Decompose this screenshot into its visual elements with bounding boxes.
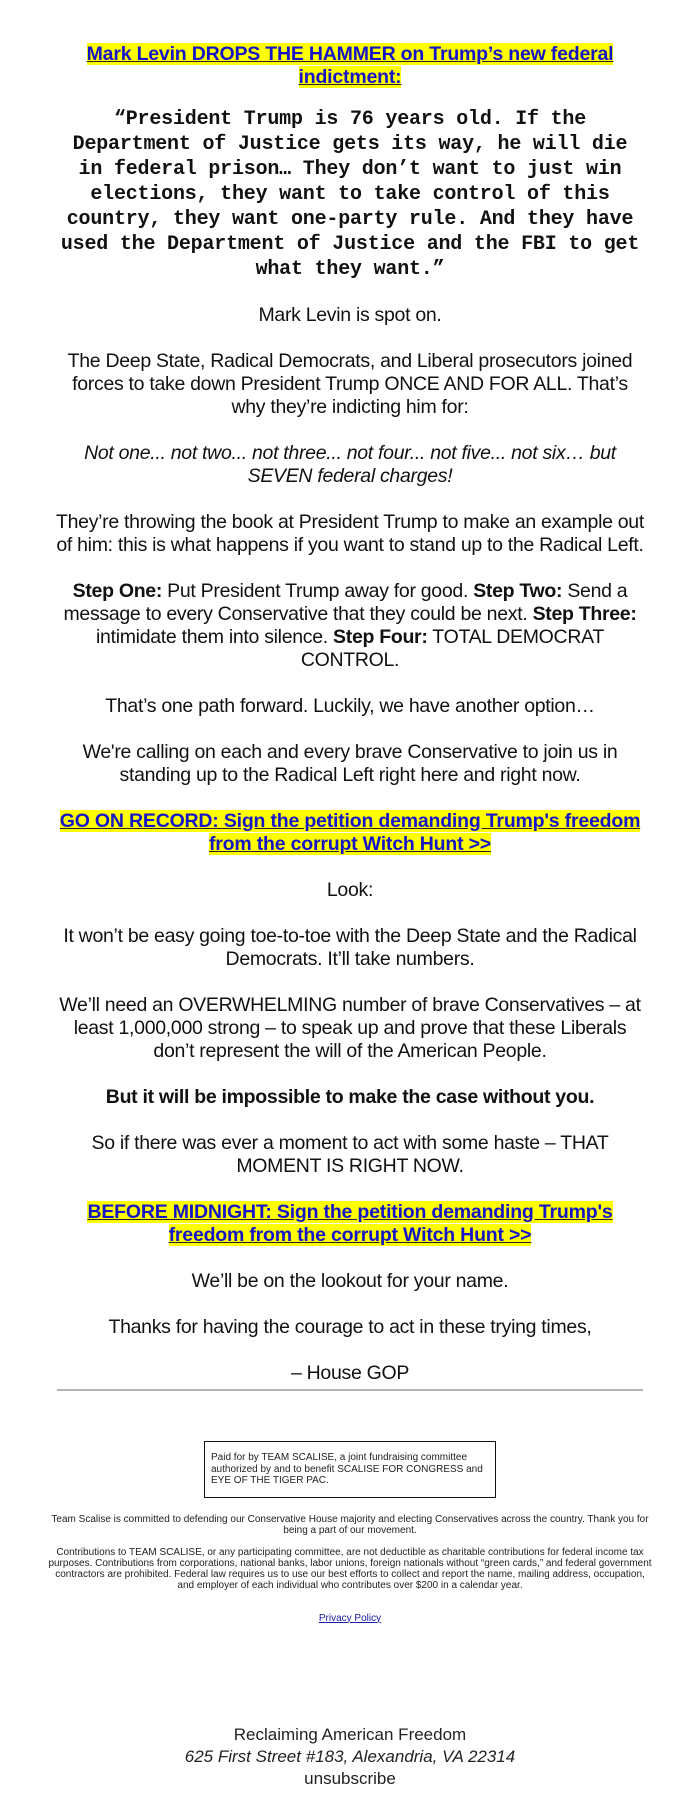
paragraph-overwhelming: We’ll need an OVERWHELMING number of brave Conservatives – at least 1,000,000 strong – to speak up and prove that these Liberals don’t represent the will of the American People. [59,994,641,1062]
privacy-section [0,1613,700,1624]
mission-text: Team Scalise is committed to defending our Conservative House majority and electing Conservatives across the country. Thank you for being a part of our movement. [51,1513,649,1536]
paragraph-steps [55,580,645,672]
step-three-text: intimidate them into silence. [96,626,334,648]
signature: – House GOP [290,1362,410,1384]
paragraph-throwing-book: They’re throwing the book at President Trump to make an example out of him: this is what happens if you want to stand up to the Radical Left. [56,511,644,556]
street-address: 625 First Street #183, Alexandria, VA 22314 [184,1746,516,1766]
step-one-label: Step One: [72,580,163,602]
paragraph-impossible [55,1086,645,1109]
paid-for-text: Paid for by TEAM SCALISE, a joint fundraising committee authorized by and to benefit SCALISE FOR CONGRESS and EYE OF THE TIGER PAC. [211,1452,483,1486]
step-one-text: Put President Trump away for good. [162,580,474,602]
email-body [55,0,645,1385]
cta-go-on-record [55,810,645,856]
paragraph-spot-on: Mark Levin is spot on. [258,304,442,326]
mailing-address-block [0,1724,700,1790]
petition-link-before-midnight[interactable]: BEFORE MIDNIGHT: Sign the petition demanding Trump's freedom from the corrupt Witch Hunt >> [87,1201,613,1246]
unsubscribe-link[interactable]: unsubscribe [304,1768,396,1788]
headline-link[interactable]: Mark Levin DROPS THE HAMMER on Trump’s new federal indictment: [86,43,614,88]
fine-print [47,1514,653,1591]
paragraph-calling-on: We're calling on each and every brave Conservative to join us in standing up to the Radical Left right here and right now. [82,741,618,786]
step-two-label: Step Two: [473,580,563,602]
paragraph-another-option: That’s one path forward. Luckily, we have another option… [105,695,595,717]
petition-link-go-on-record[interactable]: GO ON RECORD: Sign the petition demanding Trump's freedom from the corrupt Witch Hunt >> [59,810,641,855]
divider [57,1389,643,1391]
step-four-text: TOTAL DEMOCRAT CONTROL. [300,626,604,671]
cta-before-midnight [55,1201,645,1247]
paid-for-disclaimer-box [204,1441,496,1498]
step-three-label: Step Three: [532,603,637,625]
paragraph-lookout: We’ll be on the lookout for your name. [191,1270,509,1292]
impossible-bold-text: But it will be impossible to make the case without you. [105,1086,595,1108]
privacy-policy-link[interactable]: Privacy Policy [318,1612,382,1624]
org-name: Reclaiming American Freedom [233,1724,467,1744]
paragraph-deep-state: The Deep State, Radical Democrats, and Liberal prosecutors joined forces to take down President Trump ONCE AND FOR ALL. That’s why they’re indicting him for: [67,350,633,418]
contribution-disclaimer: Contributions to TEAM SCALISE, or any participating committee, are not deductible as charitable contributions for federal income tax purposes. Contributions from corporations, national banks, labor unions, foreign nationals without “green cards,” and federal government contractors are prohibited. Federal law requires us to use our best efforts to collect and report the name, mailing address, occupation, and employer of each individual who contributes over $200 in a calendar year. [48,1546,652,1591]
headline [55,43,645,89]
step-four-label: Step Four: [333,626,428,648]
paragraph-seven-charges: Not one... not two... not three... not four... not five... not six… but SEVEN federal charges! [84,442,616,487]
levin-quote: “President Trump is 76 years old. If the Department of Justice gets its way, he will die in federal prison… They don’t want to just win elections, they want to take control of this country, they want one-party rule. And they have used the Department of Justice and the FBI to get what they want.” [60,108,640,281]
paragraph-haste: So if there was ever a moment to act with some haste – THAT MOMENT IS RIGHT NOW. [91,1132,609,1177]
paragraph-toe-to-toe: It won’t be easy going toe-to-toe with the Deep State and the Radical Democrats. It’ll take numbers. [63,925,637,970]
paragraph-thanks: Thanks for having the courage to act in these trying times, [108,1316,592,1338]
paragraph-look: Look: [326,879,374,901]
step-two-text: Send a message to every Conservative that they could be next. [63,580,628,625]
